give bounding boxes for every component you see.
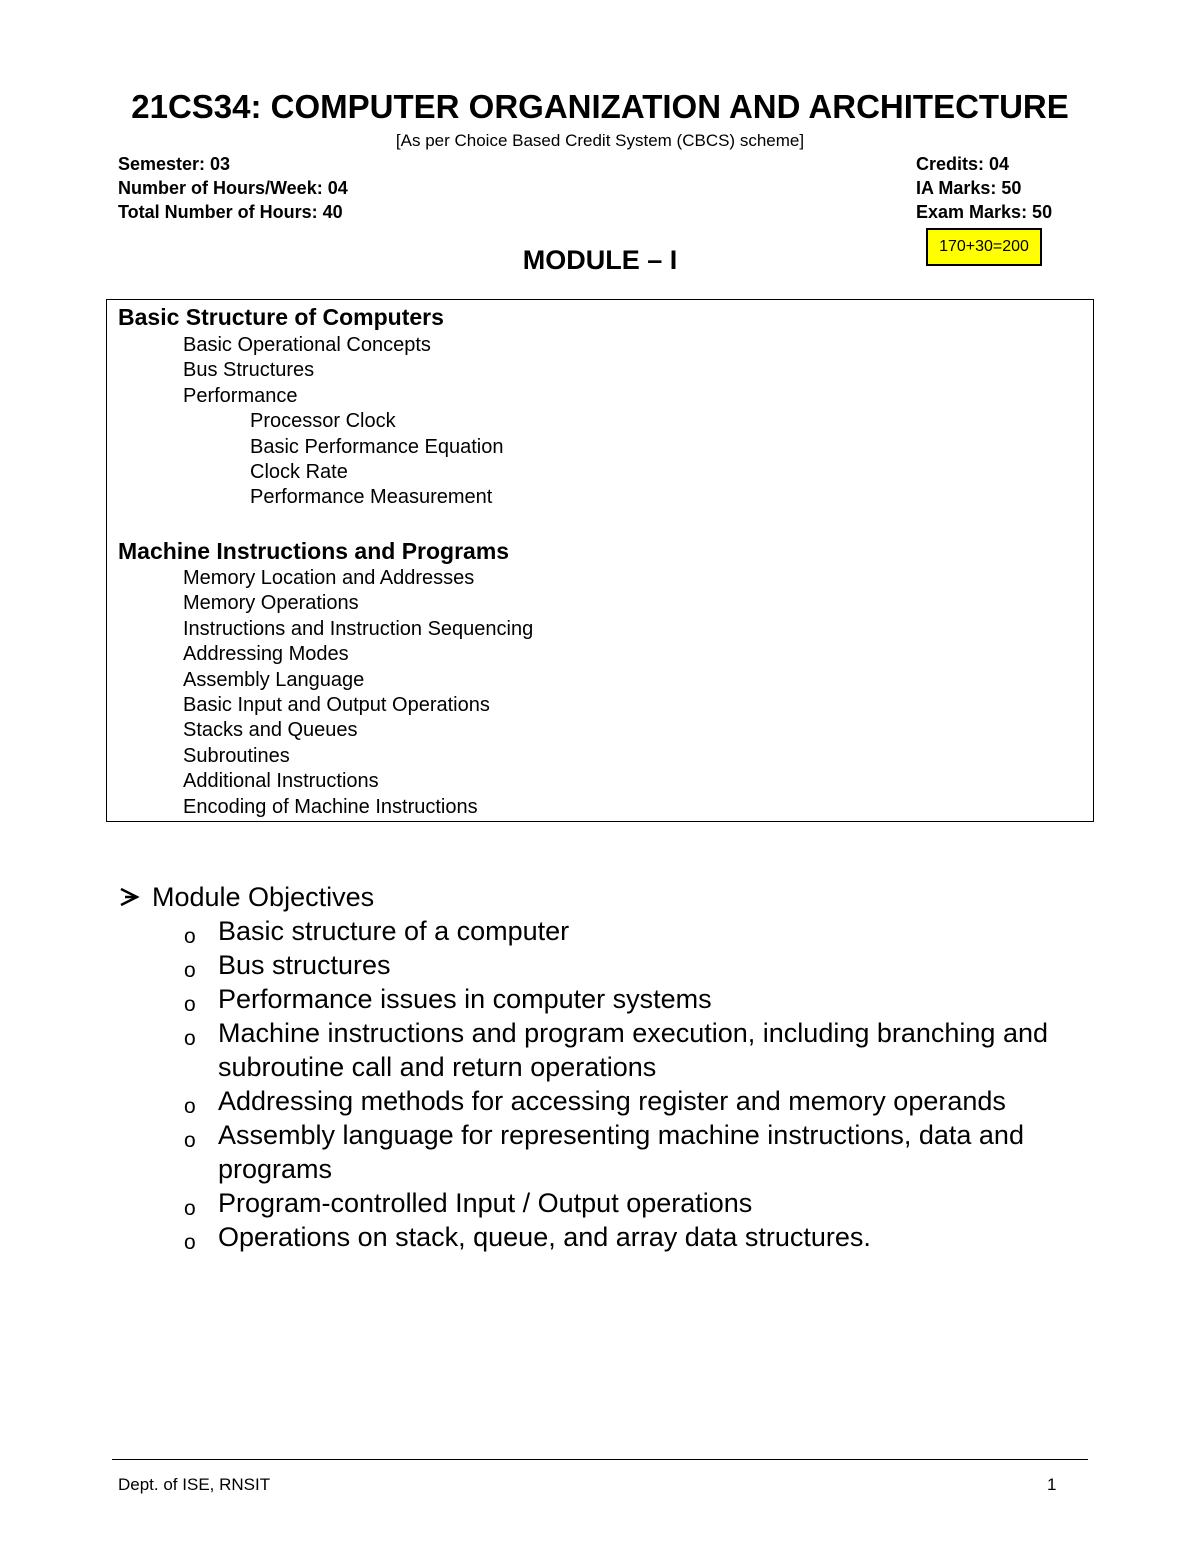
document-title: 21CS34: COMPUTER ORGANIZATION AND ARCHITECTURE: [131, 88, 1069, 125]
topic-item: Bus Structures: [183, 359, 315, 382]
topic-item: Assembly Language: [183, 668, 365, 691]
objective-item: [118, 1084, 1088, 1118]
topic-item: Instructions and Instruction Sequencing: [183, 617, 534, 640]
objective-text: Performance issues in computer systems: [218, 984, 712, 1014]
circle-bullet-icon: o: [184, 925, 196, 948]
exam-marks-info: Exam Marks: 50: [916, 202, 1053, 222]
syllabus-box: [106, 299, 1094, 822]
objective-item: [118, 914, 1088, 948]
credits-info: Credits: 04: [916, 154, 1010, 174]
section-machine-instructions-topics: [183, 566, 533, 820]
module-objectives: [118, 880, 1088, 1254]
objectives-heading-text: Module Objectives: [152, 882, 375, 912]
objective-item: [118, 1186, 1088, 1220]
subtopic-item: Processor Clock: [250, 410, 396, 433]
circle-bullet-icon: o: [184, 1027, 196, 1050]
objectives-list: [118, 914, 1088, 1254]
circle-bullet-icon: o: [184, 1095, 196, 1118]
topic-item: Addressing Modes: [183, 643, 349, 666]
objective-text: Addressing methods for accessing register and memory operands: [218, 1086, 1006, 1116]
footer-department: Dept. of ISE, RNSIT: [118, 1475, 271, 1494]
topic-item: Memory Operations: [183, 592, 359, 615]
subtopic-item: Performance Measurement: [250, 486, 493, 509]
section-basic-structure-topics: [183, 333, 503, 511]
circle-bullet-icon: o: [184, 1129, 196, 1152]
objective-text: Operations on stack, queue, and array data structures.: [218, 1222, 871, 1252]
ia-marks-info: IA Marks: 50: [916, 178, 1022, 198]
document-subtitle: [As per Choice Based Credit System (CBCS) scheme]: [395, 131, 805, 150]
topic-item: Performance: [183, 384, 298, 407]
course-meta-right: [916, 152, 1052, 224]
page-number: 1: [1047, 1475, 1057, 1494]
section-title-machine-instructions: Machine Instructions and Programs: [118, 538, 510, 564]
objective-item: [118, 982, 1088, 1016]
objectives-heading: [118, 880, 1088, 914]
footer-divider: [112, 1459, 1088, 1460]
marks-badge: 170+30=200: [926, 228, 1042, 266]
topic-item: Basic Input and Output Operations: [183, 694, 490, 717]
semester-info: Semester: 03: [118, 154, 231, 174]
topic-item: Stacks and Queues: [183, 719, 358, 742]
section-title-basic-structure: Basic Structure of Computers: [118, 304, 444, 330]
objective-item: [118, 1118, 1088, 1186]
hours-per-week-info: Number of Hours/Week: 04: [118, 178, 348, 198]
objective-text: Assembly language for representing machine instructions, data and programs: [218, 1120, 1024, 1184]
topic-item: Basic Operational Concepts: [183, 334, 431, 356]
objective-text: Bus structures: [218, 950, 391, 980]
course-meta-left: [118, 152, 348, 224]
objective-text: Machine instructions and program execution, including branching and subroutine call and return operations: [218, 1018, 1048, 1082]
arrow-bullet-icon: [118, 880, 152, 914]
module-heading: MODULE – I: [522, 245, 678, 275]
objective-text: Basic structure of a computer: [218, 916, 570, 946]
objective-text: Program-controlled Input / Output operations: [218, 1188, 753, 1218]
topic-item: Memory Location and Addresses: [183, 567, 475, 589]
objective-item: [118, 948, 1088, 982]
topic-item: Additional Instructions: [183, 770, 379, 793]
subtopic-item: Clock Rate: [250, 461, 348, 484]
objective-item: [118, 1220, 1088, 1254]
topic-item: Encoding of Machine Instructions: [183, 795, 478, 818]
circle-bullet-icon: o: [184, 959, 196, 982]
circle-bullet-icon: o: [184, 1197, 196, 1220]
total-hours-info: Total Number of Hours: 40: [118, 202, 343, 222]
objective-item: [118, 1016, 1088, 1084]
subtopic-item: Basic Performance Equation: [250, 435, 504, 458]
topic-item: Subroutines: [183, 744, 290, 767]
circle-bullet-icon: o: [184, 1231, 196, 1254]
circle-bullet-icon: o: [184, 993, 196, 1016]
